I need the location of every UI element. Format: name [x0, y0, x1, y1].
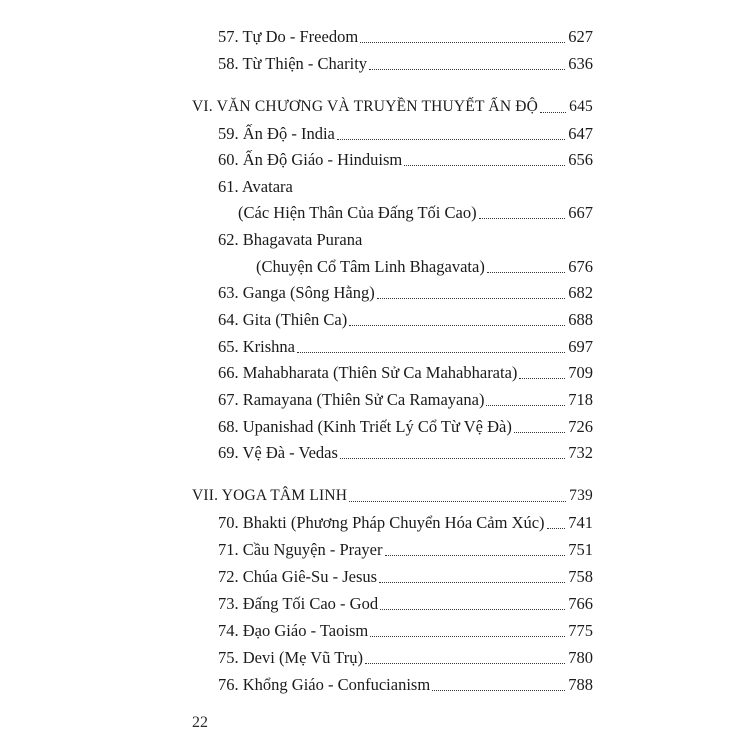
toc-entry-page: 697 [568, 337, 593, 356]
dot-leader [540, 112, 566, 113]
section-title: VI. VĂN CHƯƠNG VÀ TRUYỀN THUYẾT ẤN ĐỘ [192, 98, 539, 115]
toc-entry-61-subtitle [238, 201, 593, 225]
toc-section-vi [192, 95, 593, 119]
toc-entry-page: 732 [568, 443, 593, 462]
dot-leader [370, 636, 565, 637]
toc-section-vii [192, 484, 593, 508]
toc-entry-title: 76. Khổng Giáo - Confucianism [218, 675, 431, 694]
toc-entry-page: 741 [568, 513, 593, 532]
toc-entry-title: 63. Ganga (Sông Hằng) [218, 283, 375, 302]
toc-entry-59 [218, 122, 593, 146]
toc-entry-page: 667 [568, 203, 593, 222]
toc-entry-72 [218, 565, 593, 589]
toc-entry-title: 60. Ấn Độ Giáo - Hinduism [218, 150, 403, 169]
toc-entry-title: 62. Bhagavata Purana [218, 230, 363, 249]
toc-entry-page: 788 [568, 675, 593, 694]
toc-entry-title: 67. Ramayana (Thiên Sử Ca Ramayana) [218, 390, 485, 409]
toc-entry-57 [218, 25, 593, 49]
toc-entry-page: 766 [568, 594, 593, 613]
toc-entry-page: 709 [568, 363, 593, 382]
toc-entry-63 [218, 281, 593, 305]
toc-entry-page: 636 [568, 54, 593, 73]
toc-entry-page: 739 [569, 487, 593, 504]
dot-leader [369, 69, 565, 70]
section-title: VII. YOGA TÂM LINH [192, 487, 348, 504]
toc-entry-page: 775 [568, 621, 593, 640]
toc-entry-title: 58. Từ Thiện - Charity [218, 54, 368, 73]
dot-leader [432, 690, 565, 691]
toc-entry-71 [218, 538, 593, 562]
toc-entry-title: 75. Devi (Mẹ Vũ Trụ) [218, 648, 363, 667]
toc-entry-64 [218, 308, 593, 332]
dot-leader [340, 458, 565, 459]
dot-leader [385, 555, 566, 556]
toc-entry-title: 57. Tự Do - Freedom [218, 27, 359, 46]
toc-entry-page: 647 [568, 124, 593, 143]
toc-entry-76 [218, 673, 593, 697]
toc-entry-73 [218, 592, 593, 616]
toc-entry-75 [218, 646, 593, 670]
dot-leader [360, 42, 565, 43]
toc-entry-title: 71. Cầu Nguyện - Prayer [218, 540, 383, 559]
toc-entry-page: 758 [568, 567, 593, 586]
toc-entry-page: 627 [568, 27, 593, 46]
toc-entry-74 [218, 619, 593, 643]
toc-entry-66 [218, 361, 593, 385]
toc-entry-70 [218, 511, 593, 535]
toc-entry-60 [218, 148, 593, 172]
toc-entry-page: 676 [568, 257, 593, 276]
dot-leader [337, 139, 565, 140]
toc-entry-title: 68. Upanishad (Kinh Triết Lý Cổ Từ Vệ Đà) [218, 417, 512, 436]
toc-entry-page: 656 [568, 150, 593, 169]
dot-leader [349, 501, 566, 502]
toc-entry-title: 72. Chúa Giê-Su - Jesus [218, 567, 378, 586]
dot-leader [479, 218, 566, 219]
toc-entry-title: (Chuyện Cổ Tâm Linh Bhagavata) [256, 257, 485, 276]
dot-leader [365, 663, 565, 664]
toc-entry-title: (Các Hiện Thân Của Đấng Tối Cao) [238, 203, 477, 222]
toc-entry-title: 73. Đấng Tối Cao - God [218, 594, 379, 613]
toc-entry-page: 645 [569, 98, 593, 115]
page-number: 22 [192, 714, 208, 731]
toc-entry-title: 69. Vệ Đà - Vedas [218, 443, 338, 462]
toc-entry-65 [218, 335, 593, 359]
toc-entry-page: 726 [568, 417, 593, 436]
toc-entry-title: 65. Krishna [218, 337, 295, 356]
dot-leader [377, 298, 566, 299]
dot-leader [547, 528, 566, 529]
toc-entry-page: 780 [568, 648, 593, 667]
toc-entry-title: 59. Ấn Độ - India [218, 124, 335, 143]
toc-entry-62 [218, 228, 593, 252]
toc-entry-page: 688 [568, 310, 593, 329]
toc-entry-58 [218, 52, 593, 76]
toc-entry-page: 718 [568, 390, 593, 409]
dot-leader [349, 325, 565, 326]
dot-leader [514, 432, 565, 433]
toc-entry-title: 64. Gita (Thiên Ca) [218, 310, 348, 329]
toc-entry-title: 74. Đạo Giáo - Taoism [218, 621, 369, 640]
dot-leader [297, 352, 565, 353]
dot-leader [519, 378, 565, 379]
toc-entry-62-subtitle [256, 255, 593, 279]
dot-leader [486, 405, 565, 406]
toc-entry-title: 66. Mahabharata (Thiên Sử Ca Mahabharata) [218, 363, 518, 382]
toc-entry-69 [218, 441, 593, 465]
toc-entry-67 [218, 388, 593, 412]
toc-entry-68 [218, 415, 593, 439]
dot-leader [379, 582, 565, 583]
toc-entry-page: 682 [568, 283, 593, 302]
dot-leader [380, 609, 565, 610]
toc-entry-title: 70. Bhakti (Phương Pháp Chuyển Hóa Cảm Xúc) [218, 513, 545, 532]
dot-leader [487, 272, 565, 273]
toc-entry-61 [218, 175, 593, 199]
toc-entry-title: 61. Avatara [218, 177, 293, 196]
toc-entry-page: 751 [568, 540, 593, 559]
dot-leader [404, 165, 565, 166]
